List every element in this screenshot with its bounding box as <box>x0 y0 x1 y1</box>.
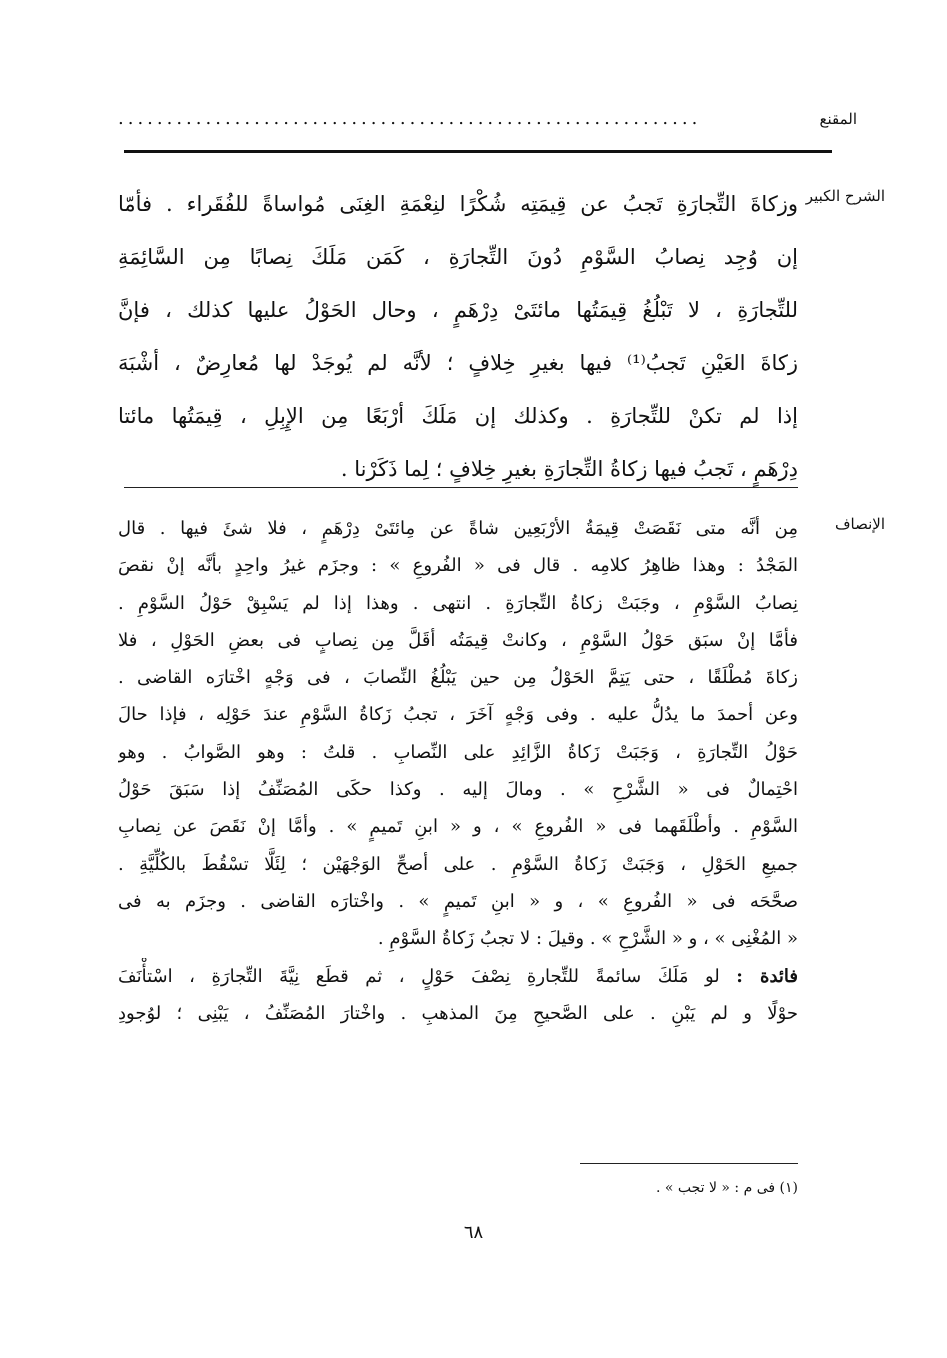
insaf-text-block <box>118 510 798 1032</box>
text-line: جميعِ الحَوْلِ ، وَجَبَتْ زَكاةُ السَّوْمِ . على أصحِّ الوَجْهَيْن ؛ لِئَلَّا تسْقُطَ بالكُلِّيَّةِ . <box>118 853 798 875</box>
text-line: صحَّحَه فى « الفُروعِ » ، و « ابنِ تَميمٍ » . واخْتارَه القاضى . وجزَم به فى <box>118 890 798 912</box>
side-label-sharh: الشرح الكبير <box>805 187 885 205</box>
side-label-insaf: الإنصاف <box>834 515 885 533</box>
footnote: (١) فى م : « لا تجب » . <box>655 1180 798 1196</box>
text-line: زكاةَ مُطْلَقًا ، حتى يَتِمَّ الحَوْلُ مِن حين يَبْلُغُ النِّصابَ ، فى وَجْهٍ اخْتارَه القاضى . <box>118 667 798 689</box>
text-line: نِصابُ السَّوْمِ ، وجَبَتْ زكاةُ التِّجارَةِ . انتهى . وهذا إذا لم يَسْبِقْ حَوْلُ السَّوْمِ . <box>118 592 798 614</box>
faida-text: لو مَلَكَ سائمةً للتِّجارةِ نِصْفَ حَوْلٍ ، ثم قطَع نِيَّةَ التِّجارَةِ ، اسْتأْنَفَ <box>118 965 737 987</box>
header-dotted-leader: ............................................................ <box>118 108 702 129</box>
text-line: حَوْلُ التِّجارَةِ ، وَجَبَتْ زَكاةُ الزَّائِدِ على النِّصابِ . قلتُ : وهو الصَّوابُ . وهو <box>118 741 798 763</box>
text-line: مِن أنَّه متى نَقَصَتْ قِيمَةُ الأرْبَعِين شاةً عن مِائتَىْ دِرْهَمٍ ، فلا شئَ فيها . قال <box>118 518 798 539</box>
text-line: للتِّجارَةِ ، لا تَبْلُغُ قِيمَتُها مائتَىْ دِرْهَمٍ ، وحال الحَوْلُ عليها كذلك ، فإنَّ <box>118 298 798 322</box>
text-line: إذا لم تكنْ للتِّجارَةِ . وكذلك إن مَلَكَ أرْبَعًا مِن الإِبِلِ ، قِيمَتُها مائتا <box>118 404 798 428</box>
faida-line <box>118 958 798 995</box>
text-line: « المُغْنِى » ، و « الشَّرْحِ » . وقيلَ : لا تجبُ زَكاةُ السَّوْمِ . <box>377 928 798 950</box>
sharh-text-block <box>118 178 798 496</box>
text-line: إن وُجِد نِصابُ السَّوْمِ دُونَ التِّجارَةِ ، كَمَن مَلَكَ نِصابًا مِن السَّائِمَةِ <box>118 245 798 269</box>
text-line: حوْلًا و لم يَبْنِ . على الصَّحيحِ مِنَ المذهبِ . واخْتارَ المُصَنِّفُ ، يَبْنِى ؛ لوُجودِ <box>118 1002 798 1024</box>
header-title: المقنع <box>819 110 857 128</box>
text-line: المَجْدُ : وهذا ظاهِرُ كلامِه . قال فى « الفُروعِ » : وجزَم غيرُ واحِدٍ بأنَّه إنْ نقصَ <box>118 555 798 577</box>
text-line: دِرْهَمٍ ، تَجبُ فيها زكاةُ التِّجارَةِ بغيرِ خِلافٍ ؛ لِما ذَكَرْنا . <box>340 457 798 481</box>
text-line: وعن أحمدَ ما يدُلُّ عليه . وفى وَجْهٍ آخَرَ ، تجبُ زَكاةُ السَّوْمِ عندَ حَوْلِه ، فإذا حالَ <box>118 704 798 726</box>
header-rule <box>124 150 832 153</box>
faida-label: فائدة : <box>736 965 798 987</box>
page-number: ٦٨ <box>463 1222 484 1243</box>
section-separator <box>124 487 798 488</box>
text-line: زكاةَ العَيْنِ تَجبُ⁽¹⁾ فيها بغيرِ خِلافٍ ؛ لأنَّه لم يُوجَدْ لها مُعارِضٌ ، أشْبَهَ <box>118 351 798 375</box>
text-line: السَّوْمِ . وأطْلَقَهما فى « الفُروعِ » ، و « ابنِ تَميمٍ » . وأمَّا إنْ نَقَصَ عن نِصابِ <box>118 816 798 838</box>
text-line: وزكاةَ التِّجارَةِ تَجبُ عن قِيمَتِه شُكْرًا لنِعْمَةِ الغِنَى مُواساةً للفُقَراء . فأمّا <box>118 192 798 216</box>
text-line: احْتِمالٌ فى « الشَّرْحِ » . ومالَ إليه . وكذا حكَى المُصَنِّفُ إذا سَبَقَ حَوْلُ <box>118 779 798 801</box>
text-line: فأمَّا إنْ سبَق حَوْلُ السَّوْمِ ، وكانتْ قِيمَتُه أقَلَّ مِن نِصابٍ فى بعضِ الحَوْلِ ، فلا <box>118 629 798 651</box>
footnote-rule <box>580 1163 798 1164</box>
